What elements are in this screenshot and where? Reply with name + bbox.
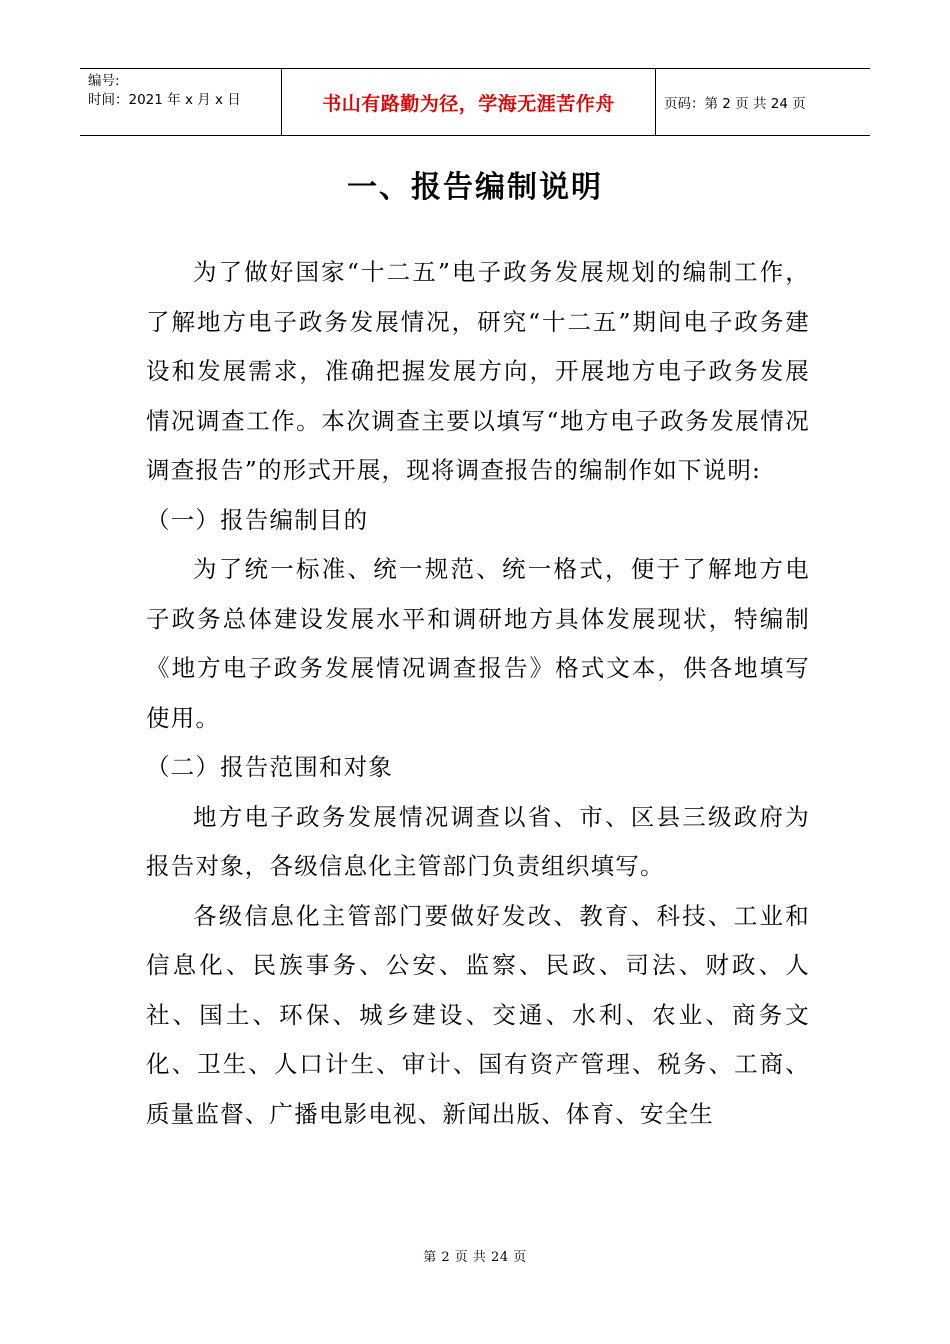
document-number-label: 编号:: [88, 73, 120, 89]
document-date: 时间：2021 年 x 月 x 日: [88, 92, 241, 108]
subheading-scope: （二）报告范围和对象: [146, 753, 393, 781]
header-motto: 书山有路勤为径，学海无涯苦作舟: [281, 69, 656, 135]
section-title: 一、报告编制说明: [347, 170, 603, 205]
page-footer: 第 2 页 共 24 页: [423, 1250, 527, 1265]
header-page-info: 页码：第 2 页 共 24 页: [664, 96, 806, 112]
header-meta: [80, 69, 281, 135]
document-body: [146, 248, 810, 1139]
scope-paragraph: 地方电子政务发展情况调查以省、市、区县三级政府为报告对象，各级信息化主管部门负责组织填写。: [146, 802, 810, 880]
page-header: [80, 68, 870, 136]
departments-paragraph: 各级信息化主管部门要做好发改、教育、科技、工业和信息化、民族事务、公安、监察、民政、司法、财政、人社、国土、环保、城乡建设、交通、水利、农业、商务文化、卫生、人口计生、审计、国有资产管理、税务、工商、质量监督、广播电影电视、新闻出版、体育、安全生: [146, 901, 810, 1128]
subheading-purpose: （一）报告编制目的: [146, 505, 369, 534]
purpose-paragraph: 为了统一标准、统一规范、统一格式，便于了解地方电子政务总体建设发展水平和调研地方具体发展现状，特编制《地方电子政务发展情况调查报告》格式文本，供各地填写使用。: [146, 555, 810, 732]
intro-paragraph: 为了做好国家“十二五”电子政务发展规划的编制工作，了解地方电子政务发展情况，研究“十二五”期间电子政务建设和发展需求，准确把握发展方向，开展地方电子政务发展情况调查工作。本次调查主要以填写“地方电子政务发展情况调查报告”的形式开展，现将调查报告的编制作如下说明:: [146, 258, 810, 484]
